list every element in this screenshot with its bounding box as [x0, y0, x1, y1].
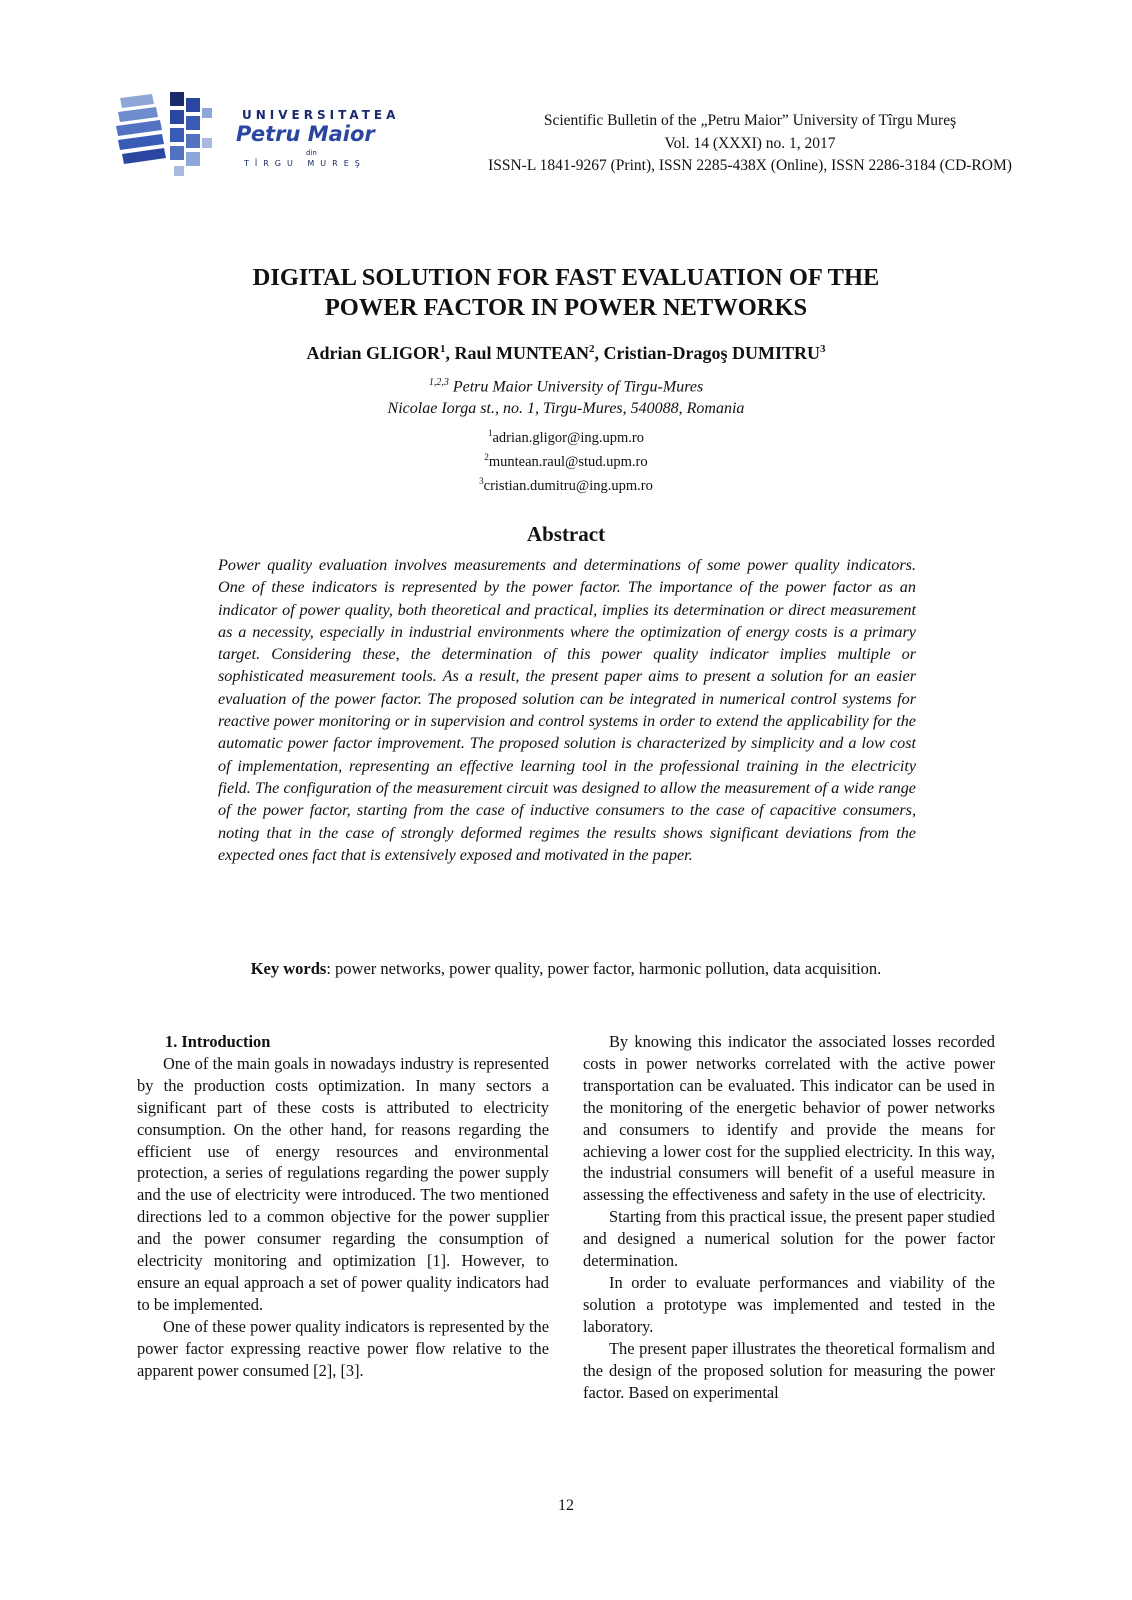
- journal-name: Scientific Bulletin of the „Petru Maior” University of Tîrgu Mureş: [543, 112, 957, 129]
- email-mark: 3: [479, 475, 484, 486]
- author-affil-mark: 3: [820, 343, 826, 355]
- affiliation-institution: Petru Maior University of Tirgu-Mures: [448, 378, 704, 396]
- section-heading: 1. Introduction: [165, 1032, 271, 1051]
- logo-text-universitatea: UNIVERSITATEA: [242, 108, 400, 122]
- author-name: Cristian-Dragoş DUMITRU: [603, 343, 821, 363]
- body-paragraph: One of these power quality indicators is represented by the power factor expressing reactive power flow relative to the apparent power consumed [2], [3].: [137, 1316, 549, 1380]
- keywords-list: : power networks, power quality, power factor, harmonic pollution, data acquisition.: [326, 959, 882, 978]
- author-affil-mark: 1: [440, 343, 446, 355]
- body-paragraph: The present paper illustrates the theoretical formalism and the design of the proposed solution for measuring the power factor. Based on experimental: [583, 1338, 995, 1402]
- logo-emblem-icon: [112, 88, 232, 183]
- logo-text-petru-maior: Petru Maior: [236, 122, 375, 146]
- email-mark: 1: [488, 428, 493, 438]
- paper-title-line: POWER FACTOR IN POWER NETWORKS: [324, 294, 808, 321]
- logo-text-din: din: [306, 149, 317, 157]
- email-address[interactable]: cristian.dumitru@ing.upm.ro: [483, 477, 653, 494]
- abstract-heading: Abstract: [526, 522, 606, 546]
- email-item: [150, 448, 982, 472]
- author-separator: ,: [594, 343, 604, 363]
- right-column: [583, 1031, 995, 1403]
- university-logo: [112, 88, 412, 183]
- affiliation-mark: 1,2,3: [428, 377, 449, 388]
- author-name: Raul MUNTEAN: [454, 343, 590, 363]
- email-address[interactable]: adrian.gligor@ing.upm.ro: [492, 429, 644, 446]
- email-mark: 2: [484, 451, 489, 462]
- body-paragraph: By knowing this indicator the associated losses recorded costs in power networks correlated with the active power transportation can be evaluated. This indicator can be used in the monitoring of the energetic behavior of power networks and consumers to identify and provide the means for achieving a lower cost for the supplied electricity. In this way, the industrial consumers will benefit of a useful measure in assessing the effectiveness and safety in the use of electricity.: [583, 1032, 995, 1205]
- journal-issn: ISSN-L 1841-9267 (Print), ISSN 2285-438X (Online), ISSN 2286-3184 (CD-ROM): [488, 157, 1012, 174]
- journal-header: [410, 110, 1090, 178]
- email-list: [150, 424, 982, 495]
- paper-title-line: DIGITAL SOLUTION FOR FAST EVALUATION OF THE: [252, 264, 880, 291]
- author-list: [150, 343, 982, 364]
- keywords: [150, 959, 982, 979]
- body-paragraph: In order to evaluate performances and viability of the solution a prototype was implemented and tested in the laboratory.: [583, 1272, 995, 1336]
- left-column: [137, 1031, 549, 1382]
- abstract-body: Power quality evaluation involves measurements and determinations of some power quality indicators. One of these indicators is represented by the power factor. The importance of the power factor as an indicator of power quality, both theoretical and practical, implies its determination or direct measurement as a necessity, especially in industrial environments where the optimization of energy costs is a primary target. Considering these, the determination of this power quality indicator implies multiple or sophisticated measurement tools. As a result, the present paper aims to present a solution for an easier evaluation of the power factor. The proposed solution can be integrated in numerical control systems for reactive power monitoring or in supervision and control systems in order to extend the applicability for the automatic power factor improvement. The proposed solution is characterized by simplicity and a low cost of implementation, representing an effective learning tool in the professional training in the electricity field. The configuration of the measurement circuit was designed to allow the measurement of a wide range of the power factor, starting from the case of inductive consumers to the case of capacitive consumers, noting that in the case of strongly deformed regimes the results shows significant deviations from the expected ones fact that is extensively exposed and motivated in the paper.: [218, 556, 916, 864]
- journal-volume: Vol. 14 (XXXI) no. 1, 2017: [664, 134, 836, 152]
- author-affil-mark: 2: [589, 343, 595, 355]
- body-paragraph: Starting from this practical issue, the present paper studied and designed a numerical solution for the power factor determination.: [583, 1207, 995, 1271]
- keywords-label: Key words: [250, 959, 327, 978]
- affiliation: [150, 372, 982, 420]
- paper-title: [150, 263, 982, 323]
- page-number: 12: [558, 1497, 574, 1514]
- email-address[interactable]: muntean.raul@stud.upm.ro: [488, 453, 648, 470]
- email-item: [150, 472, 982, 496]
- email-item: [150, 424, 982, 448]
- author-name: Adrian GLIGOR: [306, 343, 441, 363]
- affiliation-address: Nicolae Iorga st., no. 1, Tirgu-Mures, 540088, Romania: [387, 400, 745, 418]
- body-paragraph: One of the main goals in nowadays industry is represented by the production costs optimization. In many sectors a significant part of these costs is attributed to electricity consumption. On the other hand, for reasons regarding the efficient use of energy resources and environmental protection, a series of regulations regarding the power supply and the use of electricity were introduced. The two mentioned directions led to a common objective for the power supplier and the power consumer regarding the consumption of electricity monitoring and optimization [1]. However, to ensure an equal approach a set of power quality indicators had to be implemented.: [137, 1053, 549, 1314]
- author-separator: ,: [445, 343, 455, 363]
- logo-text-tirgu-mures: TÎRGU MUREŞ: [244, 159, 366, 168]
